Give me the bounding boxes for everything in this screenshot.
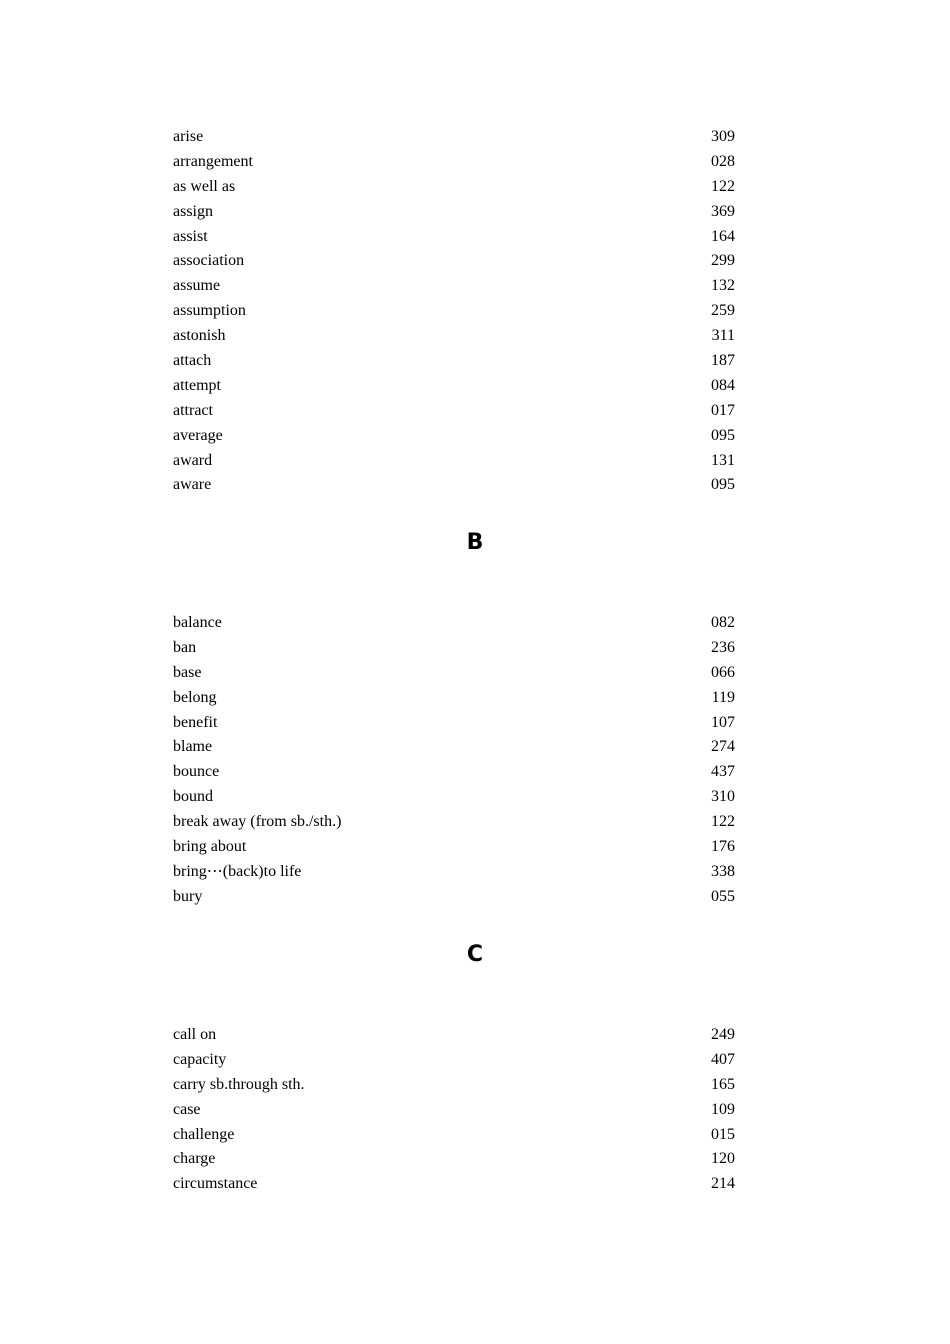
index-entry	[173, 1023, 735, 1048]
index-entry	[173, 661, 735, 686]
section-heading-b: B	[466, 530, 484, 555]
index-term: arise	[173, 128, 204, 145]
index-term: attract	[173, 401, 213, 419]
index-page-number: 187	[711, 352, 735, 370]
index-page-number: 407	[711, 1050, 735, 1068]
index-term: assume	[173, 277, 221, 295]
index-page-number: 066	[711, 663, 735, 681]
index-term: assign	[173, 202, 213, 220]
index-page-number: 082	[711, 614, 735, 631]
index-term: bounce	[173, 763, 220, 781]
index-term: call on	[173, 1026, 217, 1043]
index-page-number: 122	[711, 177, 735, 195]
index-page-number: 055	[711, 887, 735, 905]
index-entry	[173, 1123, 735, 1148]
index-entry	[173, 711, 735, 736]
index-term: association	[173, 252, 245, 270]
index-entry	[173, 1073, 735, 1098]
index-entry	[173, 125, 735, 150]
index-term: bring⋯(back)to life	[173, 862, 302, 880]
index-page-number: 119	[711, 688, 735, 706]
index-page-number: 107	[711, 713, 735, 731]
section-heading-c: C	[466, 942, 484, 967]
index-term: bury	[173, 887, 203, 905]
index-term: ban	[173, 638, 197, 656]
index-page-number: 311	[711, 327, 735, 345]
index-page-number: 164	[711, 227, 735, 245]
index-term: bound	[173, 788, 213, 806]
index-page-number: 095	[711, 476, 735, 494]
index-entry	[173, 785, 735, 810]
index-term: aware	[173, 476, 212, 494]
index-term: circumstance	[173, 1175, 258, 1193]
index-entry	[173, 885, 735, 910]
index-term: assumption	[173, 302, 246, 320]
index-entry	[173, 611, 735, 636]
index-term: base	[173, 663, 202, 681]
index-term: break away (from sb./sth.)	[173, 813, 342, 831]
index-entry	[173, 225, 735, 250]
index-page-number: 109	[711, 1100, 735, 1118]
index-term: assist	[173, 227, 208, 245]
index-page-number: 309	[711, 128, 735, 145]
index-entry	[173, 274, 735, 299]
index-entry	[173, 810, 735, 835]
index-page-number: 338	[711, 862, 735, 880]
index-term: balance	[173, 614, 222, 631]
index-section-a	[173, 125, 735, 498]
index-page-number: 259	[711, 302, 735, 320]
index-entry	[173, 1048, 735, 1073]
index-term: award	[173, 451, 213, 469]
index-page-number: 132	[711, 277, 735, 295]
index-term: attach	[173, 352, 212, 370]
index-term: carry sb.through sth.	[173, 1075, 305, 1093]
index-entry	[173, 200, 735, 225]
index-entry	[173, 636, 735, 661]
index-page-number: 214	[711, 1175, 735, 1193]
index-entry	[173, 473, 735, 498]
index-term: astonish	[173, 327, 226, 345]
index-entry	[173, 399, 735, 424]
index-section-c	[173, 1023, 735, 1197]
index-entry	[173, 249, 735, 274]
index-page-number: 310	[711, 788, 735, 806]
index-term: benefit	[173, 713, 218, 731]
index-page-number: 369	[711, 202, 735, 220]
index-entry	[173, 324, 735, 349]
index-term: case	[173, 1100, 201, 1118]
index-page-number: 249	[711, 1026, 735, 1043]
index-page-number: 236	[711, 638, 735, 656]
index-entry	[173, 299, 735, 324]
index-entry	[173, 735, 735, 760]
index-page-number: 131	[711, 451, 735, 469]
index-term: as well as	[173, 177, 236, 195]
index-entry	[173, 449, 735, 474]
index-term: bring about	[173, 838, 247, 856]
index-page-number: 120	[711, 1150, 735, 1168]
index-entry	[173, 424, 735, 449]
index-section-b	[173, 611, 735, 910]
index-entry	[173, 686, 735, 711]
index-entry	[173, 860, 735, 885]
index-page-number: 299	[711, 252, 735, 270]
index-page-number: 095	[711, 426, 735, 444]
index-term: challenge	[173, 1125, 235, 1143]
index-page-number: 165	[711, 1075, 735, 1093]
index-entry	[173, 349, 735, 374]
index-entry	[173, 1147, 735, 1172]
index-page-number: 122	[711, 813, 735, 831]
index-page-number: 274	[711, 738, 735, 756]
index-entry	[173, 374, 735, 399]
index-page-number: 017	[711, 401, 735, 419]
index-term: charge	[173, 1150, 216, 1168]
index-term: blame	[173, 738, 213, 756]
index-page-number: 015	[711, 1125, 735, 1143]
index-entry	[173, 835, 735, 860]
index-term: arrangement	[173, 152, 253, 170]
index-term: capacity	[173, 1050, 227, 1068]
index-entry	[173, 175, 735, 200]
index-page-number: 176	[711, 838, 735, 856]
index-term: attempt	[173, 376, 221, 394]
index-term: belong	[173, 688, 217, 706]
index-page-number: 437	[711, 763, 735, 781]
index-entry	[173, 1098, 735, 1123]
index-page-number: 084	[711, 376, 735, 394]
index-page-number: 028	[711, 152, 735, 170]
index-term: average	[173, 426, 223, 444]
index-entry	[173, 760, 735, 785]
index-entry	[173, 150, 735, 175]
index-entry	[173, 1172, 735, 1197]
